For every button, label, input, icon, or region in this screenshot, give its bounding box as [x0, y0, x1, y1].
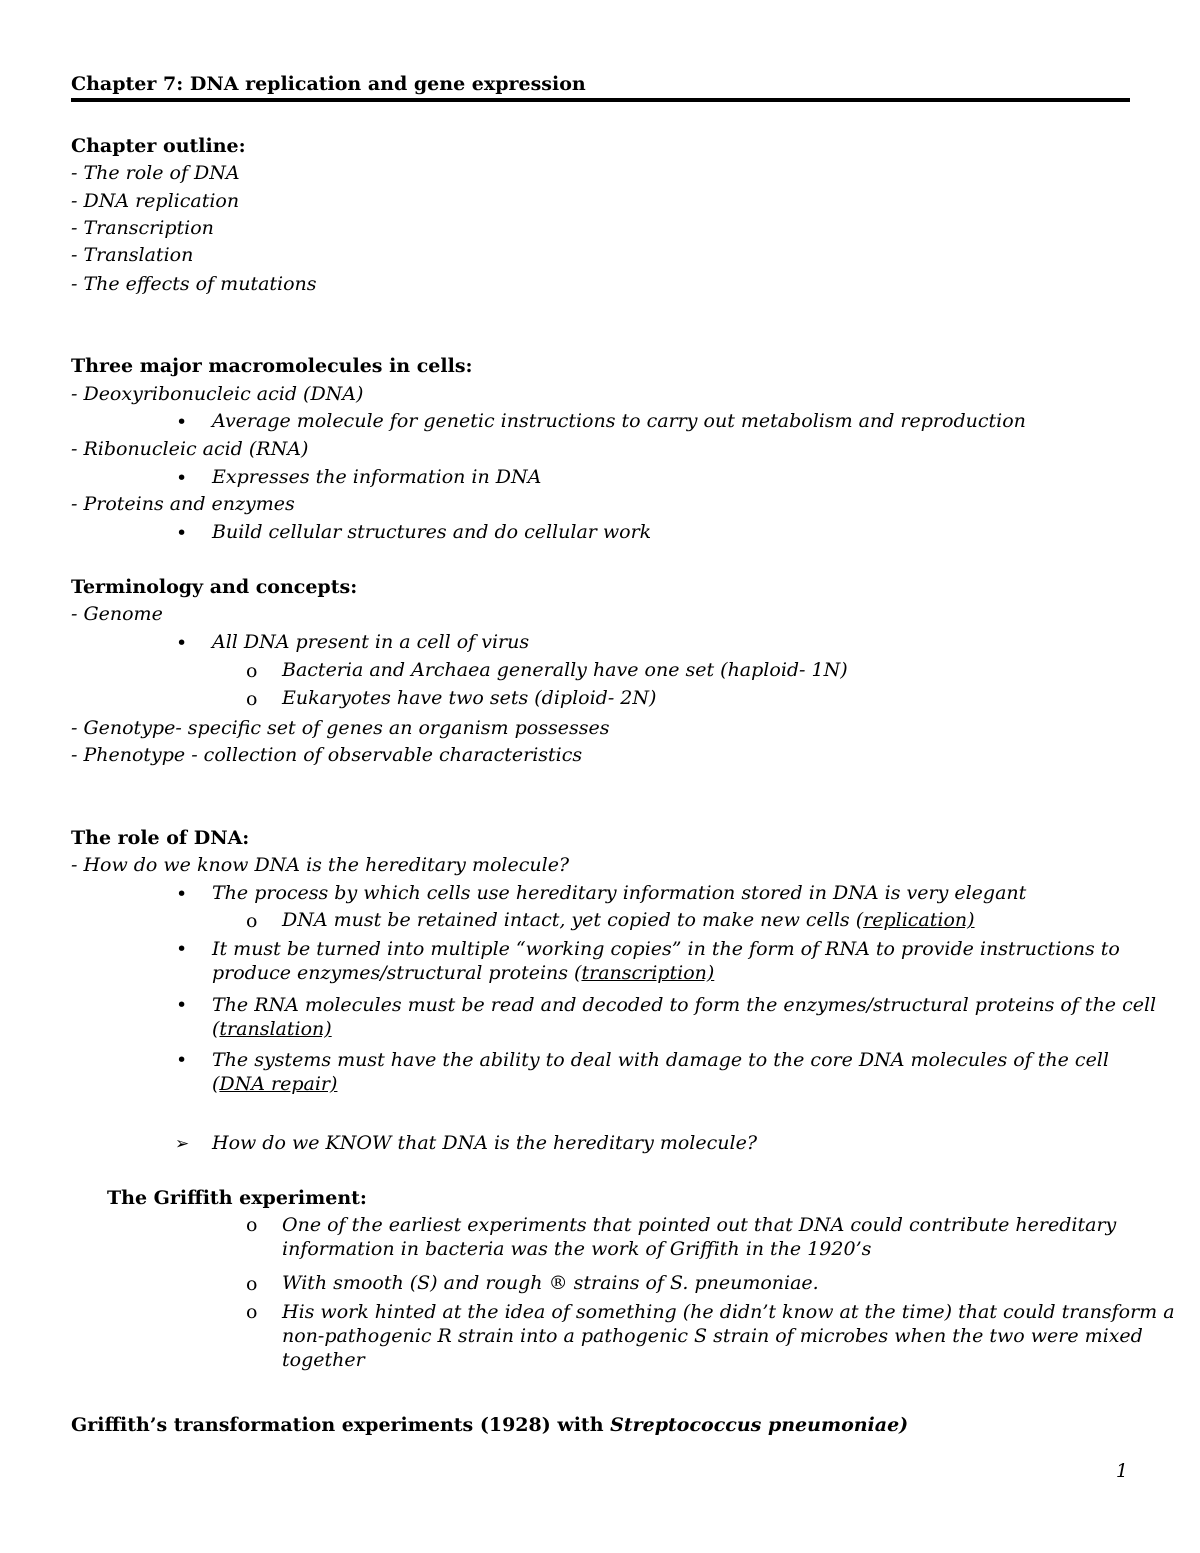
terminology-item: - Genome — [71, 603, 163, 625]
terminology-subdetail: o Bacteria and Archaea generally have one set (haploid- 1N) — [71, 658, 637, 682]
role-heading: The role of DNA: — [71, 827, 250, 849]
macromolecules-heading: Three major macromolecules in cells: — [71, 355, 473, 377]
macromolecule-item: - Proteins and enzymes — [71, 493, 295, 515]
outline-heading: Chapter outline: — [71, 135, 246, 157]
terminology-heading: Terminology and concepts: — [71, 576, 358, 598]
page-number: 1 — [1115, 1460, 1128, 1482]
role-point: • The RNA molecules must be read and decoded to form the enzymes/structural proteins of the cell (translation) — [71, 993, 1121, 1041]
terminology-item: - Phenotype - collection of observable characteristics — [71, 744, 583, 766]
transformation-heading: Griffith’s transformation experiments (1928) with Streptococcus pneumoniae) — [71, 1414, 909, 1436]
role-arrow-question: ➢ How do we KNOW that DNA is the hereditary molecule? — [71, 1131, 616, 1155]
outline-item: - The role of DNA — [71, 162, 240, 184]
macromolecule-detail: • Build cellular structures and do cellular work — [71, 520, 510, 544]
terminology-subdetail: o Eukaryotes have two sets (diploid- 2N) — [71, 686, 445, 710]
macromolecule-item: - Deoxyribonucleic acid (DNA) — [71, 383, 364, 405]
outline-item: - Translation — [71, 244, 194, 266]
griffith-point: o One of the earliest experiments that pointed out that DNA could contribute hereditary information in bacteria was the work of Griffith in the 1920’s — [71, 1213, 1121, 1261]
macromolecule-detail: • Expresses the information in DNA — [71, 465, 400, 489]
macromolecule-detail: • Average molecule for genetic instructions to carry out metabolism and reproduction — [71, 409, 885, 433]
griffith-point: o His work hinted at the idea of something (he didn’t know at the time) that could transform a non-pathogenic R strain into a pathogenic S strain of microbes when the two were mixed together — [71, 1300, 1131, 1372]
role-point: • It must be turned into multiple “working copies” in the form of RNA to provide instructions to produce enzymes/structural proteins (transcription) — [71, 937, 1071, 985]
role-point: • The process by which cells use hereditary information stored in DNA is very elegant — [71, 881, 885, 905]
species-name: Streptococcus pneumoniae) — [610, 1414, 909, 1436]
replication-term: replication) — [863, 909, 975, 931]
chapter-title: Chapter 7: DNA replication and gene expression — [71, 72, 1130, 102]
outline-item: - DNA replication — [71, 190, 240, 212]
dna-repair-term: DNA repair) — [219, 1073, 338, 1095]
griffith-heading: The Griffith experiment: — [107, 1187, 367, 1209]
role-subpoint: o DNA must be retained intact, yet copied to make new cells (replication) — [71, 908, 764, 932]
outline-item: - The effects of mutations — [71, 273, 317, 295]
role-point: • The systems must have the ability to deal with damage to the core DNA molecules of the cell (DNA repair) — [71, 1048, 1121, 1096]
terminology-item: - Genotype- specific set of genes an organism possesses — [71, 717, 610, 739]
griffith-point: o With smooth (S) and rough ® strains of S. pneumoniae. — [71, 1271, 608, 1295]
macromolecule-item: - Ribonucleic acid (RNA) — [71, 438, 309, 460]
role-question: - How do we know DNA is the hereditary molecule? — [71, 854, 570, 876]
outline-item: - Transcription — [71, 217, 214, 239]
chapter-title-block — [71, 72, 1130, 102]
translation-term: translation) — [219, 1018, 332, 1040]
terminology-detail: • All DNA present in a cell of virus — [71, 630, 388, 654]
transcription-term: transcription) — [581, 962, 715, 984]
